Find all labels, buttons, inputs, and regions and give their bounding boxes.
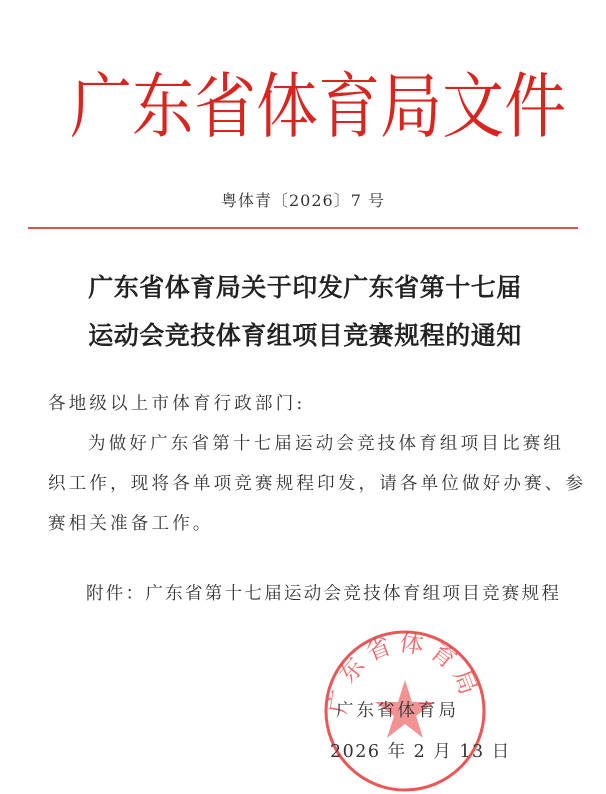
masthead-char: 广 bbox=[70, 63, 133, 148]
paragraph-line: 赛相关准备工作。 bbox=[48, 514, 214, 534]
paragraph-line: 织工作，现将各单项竞赛规程印发，请各单位做好办赛、参 bbox=[48, 474, 587, 494]
addressee: 各地级以上市体育行政部门: bbox=[48, 394, 306, 414]
attachment-note: 附件：广东省第十七届运动会竞技体育组项目竞赛规程 bbox=[86, 584, 562, 604]
document-number: 粤体青〔2026〕7 号 bbox=[221, 191, 385, 210]
masthead-char: 省 bbox=[194, 63, 257, 148]
masthead-char: 文 bbox=[442, 63, 505, 148]
masthead-char: 体 bbox=[256, 63, 319, 148]
red-divider-line bbox=[28, 227, 578, 229]
document-title-line-2: 运动会竞技体育组项目竞赛规程的通知 bbox=[88, 321, 522, 350]
document-title-line-1: 广东省体育局关于印发广东省第十七届 bbox=[88, 273, 522, 302]
masthead-title bbox=[70, 43, 567, 158]
svg-text:广东省体育局: 广东省体育局 bbox=[323, 628, 485, 716]
masthead-char: 东 bbox=[132, 63, 195, 148]
paragraph-line: 为做好广东省第十七届运动会竞技体育组项目比赛组 bbox=[88, 434, 565, 454]
issuer-name: 广东省体育局 bbox=[336, 701, 459, 721]
issue-date: 2026 年 2 月 13 日 bbox=[330, 742, 511, 762]
masthead-char: 件 bbox=[504, 63, 567, 148]
masthead-char: 局 bbox=[380, 63, 443, 148]
masthead-char: 育 bbox=[318, 63, 381, 148]
